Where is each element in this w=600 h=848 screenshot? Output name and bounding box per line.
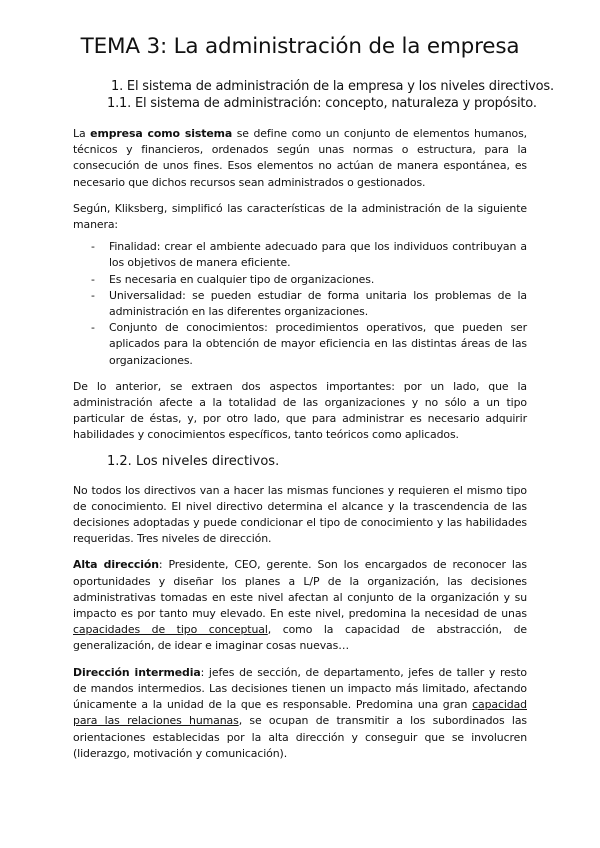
bold-term: Alta dirección [73,558,159,572]
paragraph-text: La [73,127,91,140]
section-heading-1-2: 1.2. Los niveles directivos. [107,453,280,469]
paragraph-text: se define como un conjunto de elementos humanos, técnicos y financieros, ordenados según unas normas o estructura, para la consecución de unos fines. Esos elementos no actúan de manera espontánea, es necesario que dichos recursos sean administrados o gestionados. [73,127,527,189]
paragraph-kliksberg: Según, Kliksberg, simplificó las características de la administración de la siguiente manera: [73,201,527,232]
list-item: - Conjunto de conocimientos: procedimientos operativos, que pueden ser aplicados para la obtención de mayor eficiencia en las distintas áreas de las organizaciones. [91,320,527,369]
paragraph-text: : Presidente, CEO, gerente. Son los encargados de reconocer las oportunidades y diseñar los planes a L/P de la organización, las decisiones administrativas tomadas en este nivel afectan al conjunto de la organización y su impacto es por tanto muy elevado. En este nivel, predomina la necesidad de unas [73,558,527,621]
paragraph-alta-direccion [73,557,527,654]
paragraph-empresa-sistema [73,126,527,191]
list-item: - Universalidad: se pueden estudiar de forma unitaria los problemas de la administración en las diferentes organizaciones. [91,288,527,320]
paragraph-text: , como la capacidad de abstracción, de generalización, de idear e imaginar cosas nuevas… [73,623,527,653]
underlined-term: capacidad para las relaciones humanas [73,698,527,728]
paragraph-direccion-intermedia [73,665,527,762]
underlined-term: capacidades de tipo conceptual [73,623,268,637]
bold-term: empresa como sistema [90,127,233,140]
section-heading-1-1: 1.1. El sistema de administración: concepto, naturaleza y propósito. [107,96,537,111]
paragraph-niveles: No todos los directivos van a hacer las mismas funciones y requieren el mismo tipo de conocimiento. El nivel directivo determina el alcance y la trascendencia de las decisiones adoptadas y puede condicionar el tipo de conocimiento y las habilidades requeridas. Tres niveles de dirección. [73,483,527,546]
paragraph-aspectos: De lo anterior, se extraen dos aspectos importantes: por un lado, que la administración afecte a la totalidad de las organizaciones y no sólo a un tipo particular de éstas, y, por otro lado, que para administrar es necesario adquirir habilidades y conocimientos específicos, tanto teóricos como aplicados. [73,379,527,442]
paragraph-text: , se ocupan de transmitir a los subordinados las orientaciones establecidas por la alta dirección y conseguir que se involucren (liderazgo, motivación y comunicación). [73,714,527,760]
bold-term: Dirección intermedia [73,665,201,679]
characteristics-list [73,239,527,369]
list-item: - Es necesaria en cualquier tipo de organizaciones. [91,272,527,288]
section-heading-1: 1. El sistema de administración de la empresa y los niveles directivos. [111,79,554,94]
list-item: - Finalidad: crear el ambiente adecuado para que los individuos contribuyan a los objetivos de manera eficiente. [91,239,527,271]
document-title: TEMA 3: La administración de la empresa [80,34,520,59]
paragraph-text: : jefes de sección, de departamento, jefes de taller y resto de mandos intermedios. Las decisiones tienen un impacto más limitado, afectando únicamente a la unidad de la que es responsable. Predomina una gran [73,665,527,712]
